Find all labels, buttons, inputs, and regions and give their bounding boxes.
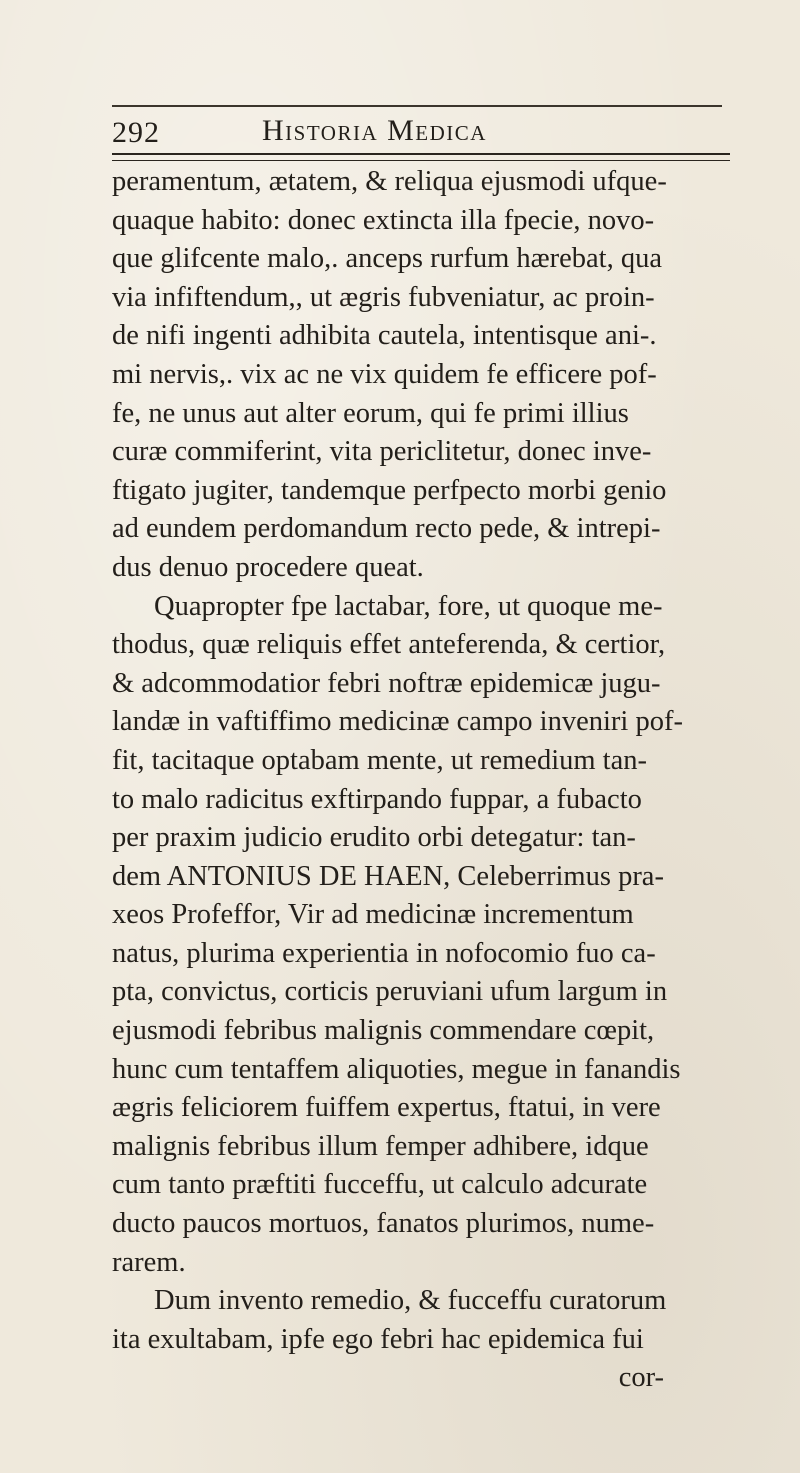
paragraph-start-line: Quapropter fpe lactabar, fore, ut quoque me- xyxy=(154,590,663,622)
text-line: & adcommodatior febri noftræ epidemicæ jugu- xyxy=(112,667,661,699)
text-line: pta, convictus, corticis peruviani ufum largum in xyxy=(112,976,668,1008)
paragraph-start-line: Dum invento remedio, & fucceffu curatorum xyxy=(154,1285,667,1317)
page-number: 292 xyxy=(112,116,160,149)
text-line: ad eundem perdomandum recto pede, & intrepi- xyxy=(112,513,661,545)
page-header xyxy=(112,112,732,152)
text-line: via infiftendum,, ut ægris fubveniatur, ac proin- xyxy=(112,281,655,313)
text-line: dus denuo procedere queat. xyxy=(112,551,424,583)
text-line: to malo radicitus exftirpando fuppar, a fubacto xyxy=(112,783,642,815)
text-line: natus, plurima experientia in nofocomio fuo ca- xyxy=(112,937,656,969)
text-line: rarem. xyxy=(112,1246,186,1278)
text-line: hunc cum tentaffem aliquoties, megue in fanandis xyxy=(112,1053,681,1085)
text-line: ftigato jugiter, tandemque perfpecto morbi genio xyxy=(112,474,667,506)
text-line: ægris feliciorem fuiffem expertus, ftatui, in vere xyxy=(112,1092,661,1124)
text-line: que glifcente malo,. anceps rurfum hærebat, qua xyxy=(112,243,663,275)
text-line: fit, tacitaque optabam mente, ut remedium tan- xyxy=(112,744,647,776)
text-line: dem ANTONIUS DE HAEN, Celeberrimus pra- xyxy=(112,860,664,892)
text-line: quaque habito: donec extincta illa fpecie, novo- xyxy=(112,204,655,236)
header-top-rule xyxy=(112,105,722,107)
text-line: xeos Profeffor, Vir ad medicinæ incrementum xyxy=(112,899,634,931)
text-line: peramentum, ætatem, & reliqua ejusmodi ufque- xyxy=(112,166,667,197)
text-line: mi nervis,. vix ac ne vix quidem fe efficere pof- xyxy=(112,358,657,390)
text-line: curæ commiferint, vita periclitetur, donec inve- xyxy=(112,436,652,468)
text-line: cum tanto præftiti fucceffu, ut calculo adcurate xyxy=(112,1169,648,1201)
text-line: per praxim judicio erudito orbi detegatur: tan- xyxy=(112,822,636,854)
running-title: Historia Medica xyxy=(262,114,487,147)
text-line: fe, ne unus aut alter eorum, qui fe primi illius xyxy=(112,397,629,429)
body-text xyxy=(112,163,752,1398)
catchword: cor- xyxy=(618,1362,664,1394)
text-line: ejusmodi febribus malignis commendare cœpit, xyxy=(112,1015,655,1047)
text-line: landæ in vaftiffimo medicinæ campo inveniri pof- xyxy=(112,706,683,738)
text-line: ducto paucos mortuos, fanatos plurimos, nume- xyxy=(112,1208,655,1240)
text-line: thodus, quæ reliquis effet anteferenda, & certior, xyxy=(112,629,666,661)
text-line: malignis febribus illum femper adhibere, idque xyxy=(112,1130,649,1162)
header-bottom-rule xyxy=(112,153,730,161)
text-line: de nifi ingenti adhibita cautela, intentisque ani-. xyxy=(112,320,657,352)
text-line: ita exultabam, ipfe ego febri hac epidemica fui xyxy=(112,1323,644,1355)
